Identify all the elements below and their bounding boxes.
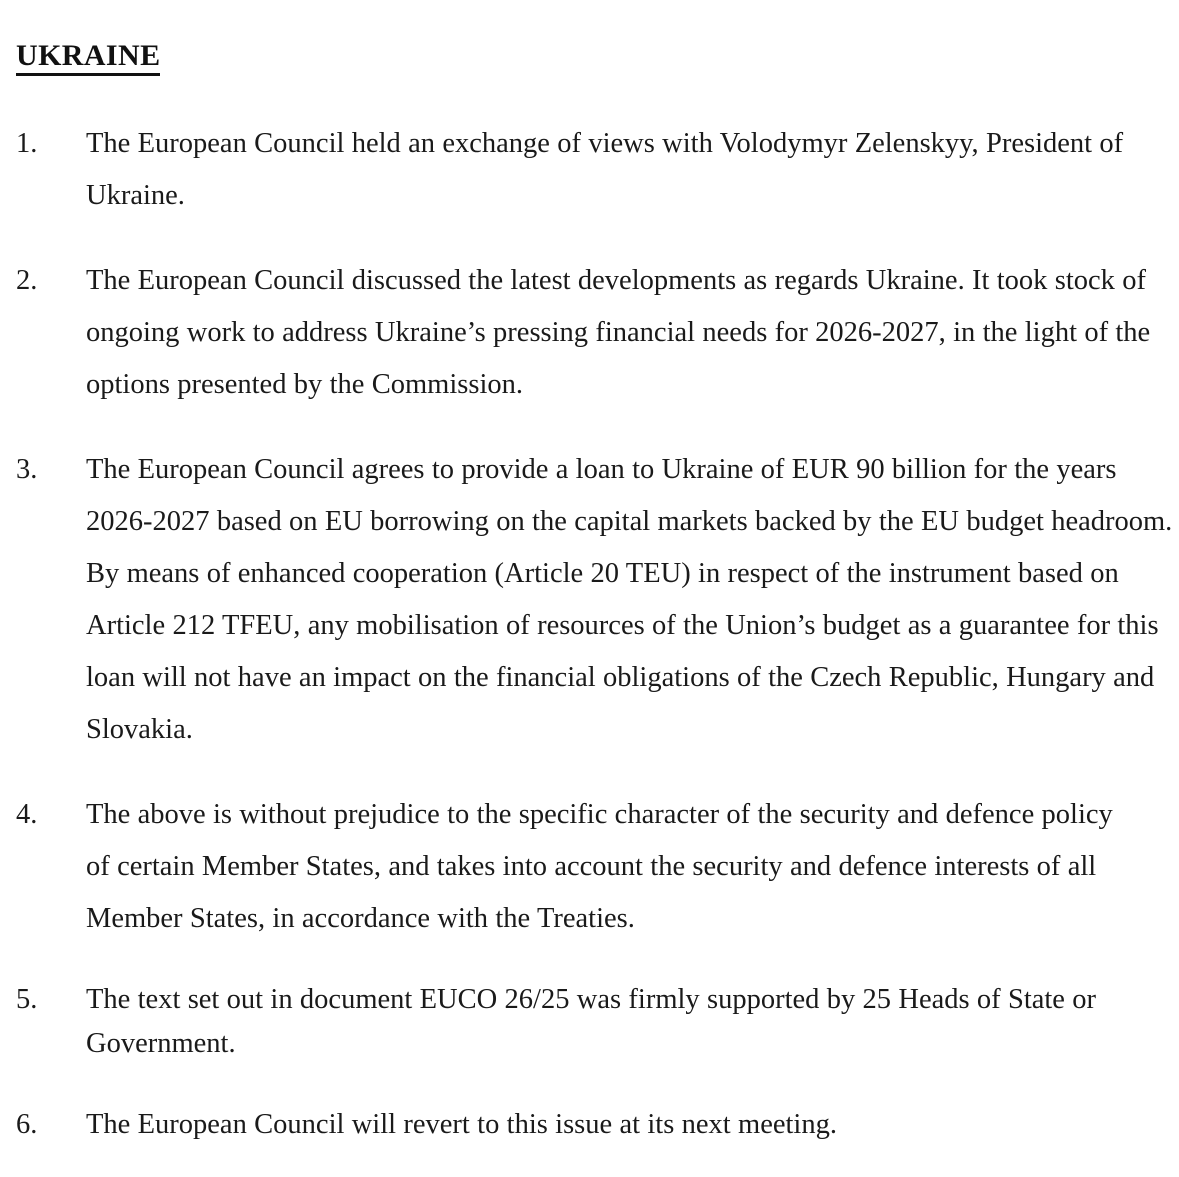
paragraph-number-5: 5. [16,984,38,1015]
paragraph-text-1: The European Council held an exchange of views with Volodymyr Zelenskyy, President of Ukraine. [86,128,1124,211]
conclusions-list [0,118,1179,1151]
numbered-paragraph-1 [0,118,1179,222]
paragraph-text-4: The above is without prejudice to the specific character of the security and defence policy of certain Member States, and takes into account the security and defence interests of all Member States, in accordance with the Treaties. [86,799,1113,934]
page-title: UKRAINE [16,40,160,76]
paragraph-text-2: The European Council discussed the latest developments as regards Ukraine. It took stock of ongoing work to address Ukraine’s pressing financial needs for 2026-2027, in the light of the options presented by the Commission. [86,265,1151,400]
paragraph-text-5: The text set out in document EUCO 26/25 was firmly supported by 25 Heads of State or Government. [86,984,1097,1059]
numbered-paragraph-3 [0,444,1179,756]
numbered-paragraph-2 [0,255,1170,411]
paragraph-text-6: The European Council will revert to this issue at its next meeting. [86,1109,837,1140]
numbered-paragraph-6 [0,1099,1179,1151]
numbered-paragraph-5 [0,978,1179,1066]
numbered-paragraph-4 [0,789,1120,945]
paragraph-number-4: 4. [16,799,38,830]
paragraph-number-3: 3. [16,454,38,485]
paragraph-text-3: The European Council agrees to provide a loan to Ukraine of EUR 90 billion for the years 2026-2027 based on EU borrowing on the capital markets backed by the EU budget headroom. By means of enhanced cooperation (Article 20 TEU) in respect of the instrument based on Article 212 TFEU, any mobilisation of resources of the Union’s budget as a guarantee for this loan will not have an impact on the financial obligations of the Czech Republic, Hungary and Slovakia. [86,454,1173,745]
paragraph-number-6: 6. [16,1109,38,1140]
paragraph-number-1: 1. [16,128,38,159]
paragraph-number-2: 2. [16,265,38,296]
